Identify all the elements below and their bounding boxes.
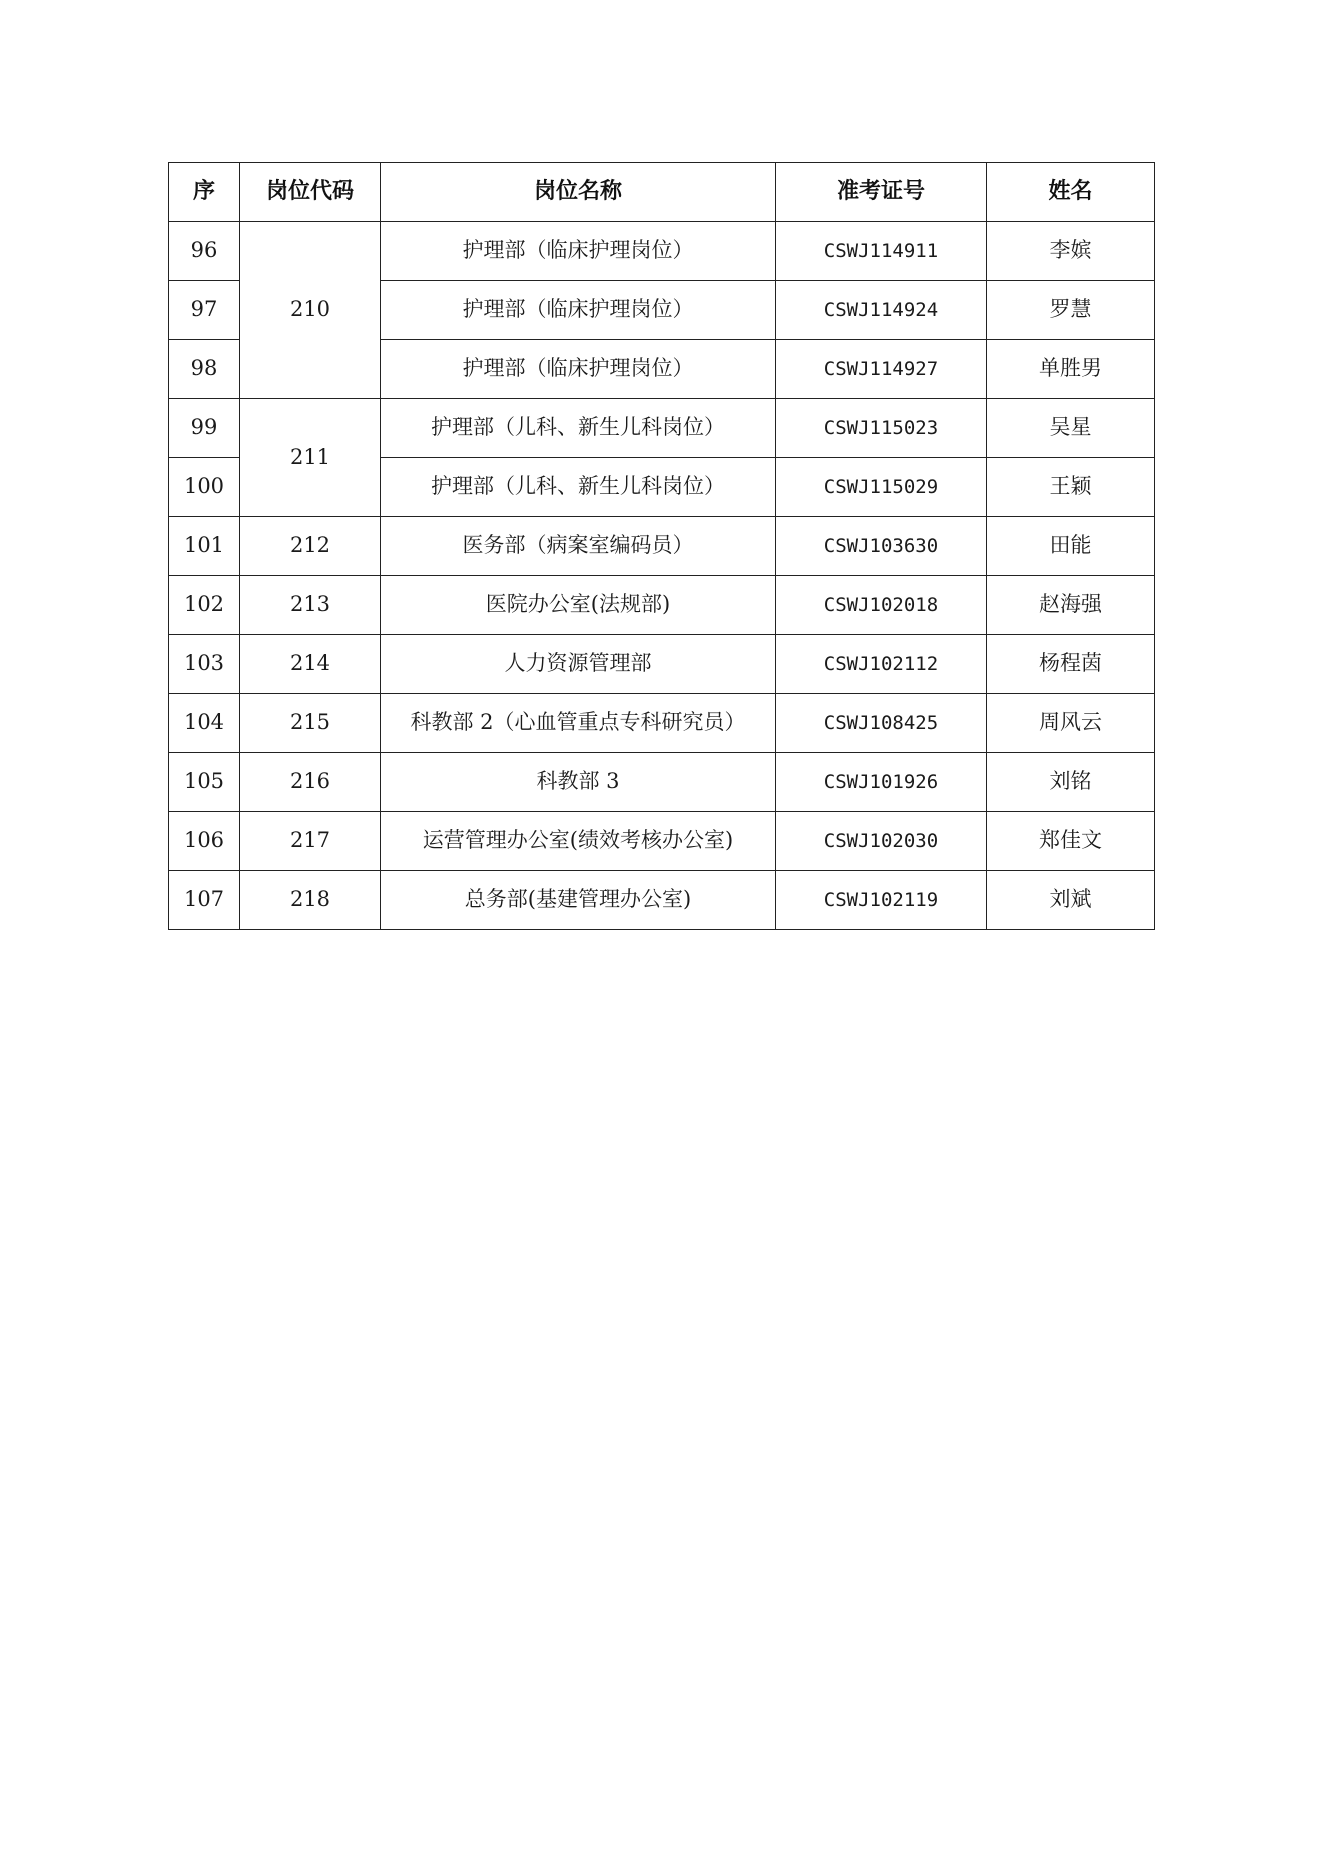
cell-ticket-number: CSWJ101926 [776,753,987,812]
cell-name: 郑佳文 [987,812,1155,871]
cell-name: 杨程茵 [987,635,1155,694]
cell-position-code: 216 [240,753,381,812]
header-position-code: 岗位代码 [240,163,381,222]
cell-ticket-number: CSWJ115029 [776,458,987,517]
cell-ticket-number: CSWJ103630 [776,517,987,576]
cell-seq: 100 [169,458,240,517]
cell-ticket-number: CSWJ102030 [776,812,987,871]
cell-ticket-number: CSWJ115023 [776,399,987,458]
cell-position-title: 护理部（儿科、新生儿科岗位） [381,399,776,458]
table-row [169,694,1155,753]
table-row [169,222,1155,281]
cell-seq: 101 [169,517,240,576]
table-row [169,871,1155,930]
cell-name: 田能 [987,517,1155,576]
cell-position-code: 214 [240,635,381,694]
cell-name: 周风云 [987,694,1155,753]
cell-position-title: 运营管理办公室(绩效考核办公室) [381,812,776,871]
table-row [169,812,1155,871]
cell-position-title: 护理部（临床护理岗位） [381,340,776,399]
cell-seq: 104 [169,694,240,753]
cell-position-title: 护理部（儿科、新生儿科岗位） [381,458,776,517]
cell-seq: 106 [169,812,240,871]
cell-position-title: 护理部（临床护理岗位） [381,281,776,340]
cell-ticket-number: CSWJ114911 [776,222,987,281]
cell-seq: 99 [169,399,240,458]
cell-ticket-number: CSWJ102112 [776,635,987,694]
cell-name: 刘铭 [987,753,1155,812]
header-seq: 序 [169,163,240,222]
cell-position-code: 218 [240,871,381,930]
cell-name: 刘斌 [987,871,1155,930]
cell-position-title: 总务部(基建管理办公室) [381,871,776,930]
cell-name: 王颖 [987,458,1155,517]
table-row [169,753,1155,812]
table-row [169,399,1155,458]
cell-seq: 103 [169,635,240,694]
cell-seq: 98 [169,340,240,399]
cell-seq: 107 [169,871,240,930]
cell-position-title: 科教部 3 [381,753,776,812]
header-ticket-number: 准考证号 [776,163,987,222]
cell-ticket-number: CSWJ114924 [776,281,987,340]
table-row [169,576,1155,635]
cell-position-code: 213 [240,576,381,635]
cell-ticket-number: CSWJ114927 [776,340,987,399]
header-row [169,163,1155,222]
cell-position-title: 护理部（临床护理岗位） [381,222,776,281]
cell-position-title: 医院办公室(法规部) [381,576,776,635]
cell-position-code: 212 [240,517,381,576]
cell-name: 单胜男 [987,340,1155,399]
cell-position-title: 人力资源管理部 [381,635,776,694]
cell-seq: 97 [169,281,240,340]
cell-name: 吴星 [987,399,1155,458]
cell-seq: 102 [169,576,240,635]
cell-ticket-number: CSWJ102018 [776,576,987,635]
header-position-title: 岗位名称 [381,163,776,222]
cell-name: 李嫔 [987,222,1155,281]
cell-name: 罗慧 [987,281,1155,340]
cell-position-code: 217 [240,812,381,871]
cell-ticket-number: CSWJ108425 [776,694,987,753]
cell-seq: 105 [169,753,240,812]
cell-position-code: 211 [240,399,381,517]
table-row [169,635,1155,694]
cell-position-title: 医务部（病案室编码员） [381,517,776,576]
cell-position-code: 215 [240,694,381,753]
cell-position-code: 210 [240,222,381,399]
cell-seq: 96 [169,222,240,281]
cell-name: 赵海强 [987,576,1155,635]
candidate-table [168,162,1155,930]
table-header [169,163,1155,222]
header-name: 姓名 [987,163,1155,222]
cell-position-title: 科教部 2（心血管重点专科研究员） [381,694,776,753]
table-body [169,222,1155,930]
cell-ticket-number: CSWJ102119 [776,871,987,930]
table-row [169,517,1155,576]
